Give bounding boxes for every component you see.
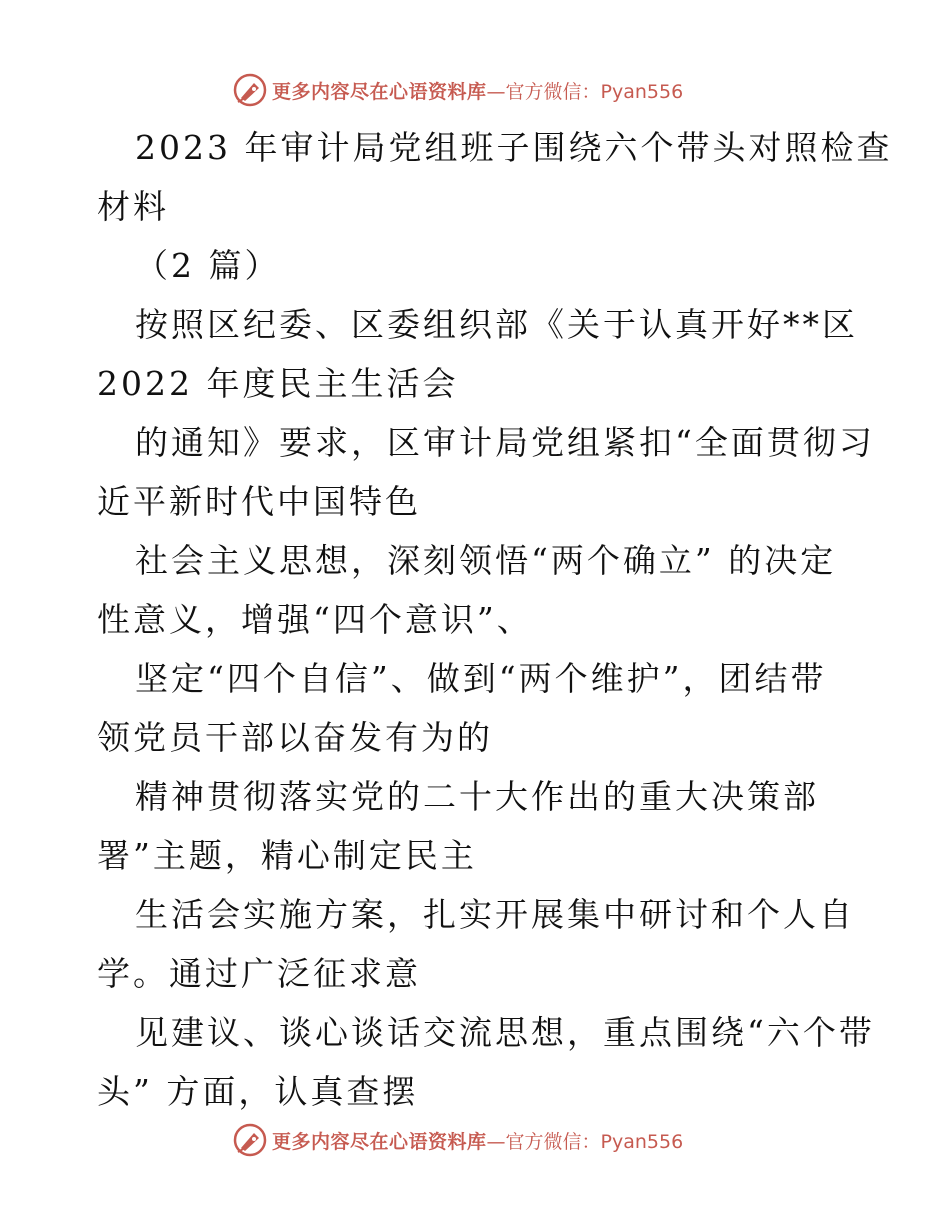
paragraph-line: 的通知》要求，区审计局党组紧扣“全面贯彻习: [135, 423, 875, 462]
watermark-brand: 更多内容尽在心语资料库: [272, 80, 487, 103]
paragraph-line: 坚定“四个自信”、做到“两个维护”，团结带: [135, 659, 827, 698]
watermark-wechat: —官方微信：Pyan556: [486, 80, 684, 103]
paragraph-line: 近平新时代中国特色: [97, 482, 421, 521]
watermark-wechat: —官方微信：Pyan556: [486, 1130, 684, 1153]
paragraph-line: 署”主题，精心制定民主: [97, 836, 477, 875]
paragraph-line: 按照区纪委、区委组织部《关于认真开好**区: [135, 305, 858, 344]
document-title-line-1: 2023 年审计局党组班子围绕六个带头对照检查: [135, 128, 893, 167]
paragraph-line: 见建议、谈心谈话交流思想，重点围绕“六个带: [135, 1013, 875, 1052]
footer-watermark: [232, 1120, 752, 1160]
document-title-line-2: 材料: [97, 187, 169, 226]
paragraph-line: 社会主义思想，深刻领悟“两个确立” 的决定: [135, 541, 837, 580]
document-subtitle: （2 篇）: [135, 246, 281, 285]
paragraph-line: 学。通过广泛征求意: [97, 954, 421, 993]
paragraph-line: 性意义，增强“四个意识”、: [97, 600, 533, 639]
header-watermark: [232, 70, 752, 110]
paragraph-line: 2022 年度民主生活会: [97, 364, 459, 403]
paragraph-line: 生活会实施方案，扎实开展集中研讨和个人自: [135, 895, 855, 934]
paragraph-line: 领党员干部以奋发有为的: [97, 718, 493, 757]
pen-nib-icon: [232, 1122, 268, 1158]
paragraph-line: 精神贯彻落实党的二十大作出的重大决策部: [135, 777, 819, 816]
paragraph-line: 头” 方面，认真查摆: [97, 1072, 419, 1111]
pen-nib-icon: [232, 72, 268, 108]
document-body: [97, 118, 893, 1121]
watermark-brand: 更多内容尽在心语资料库: [272, 1130, 487, 1153]
